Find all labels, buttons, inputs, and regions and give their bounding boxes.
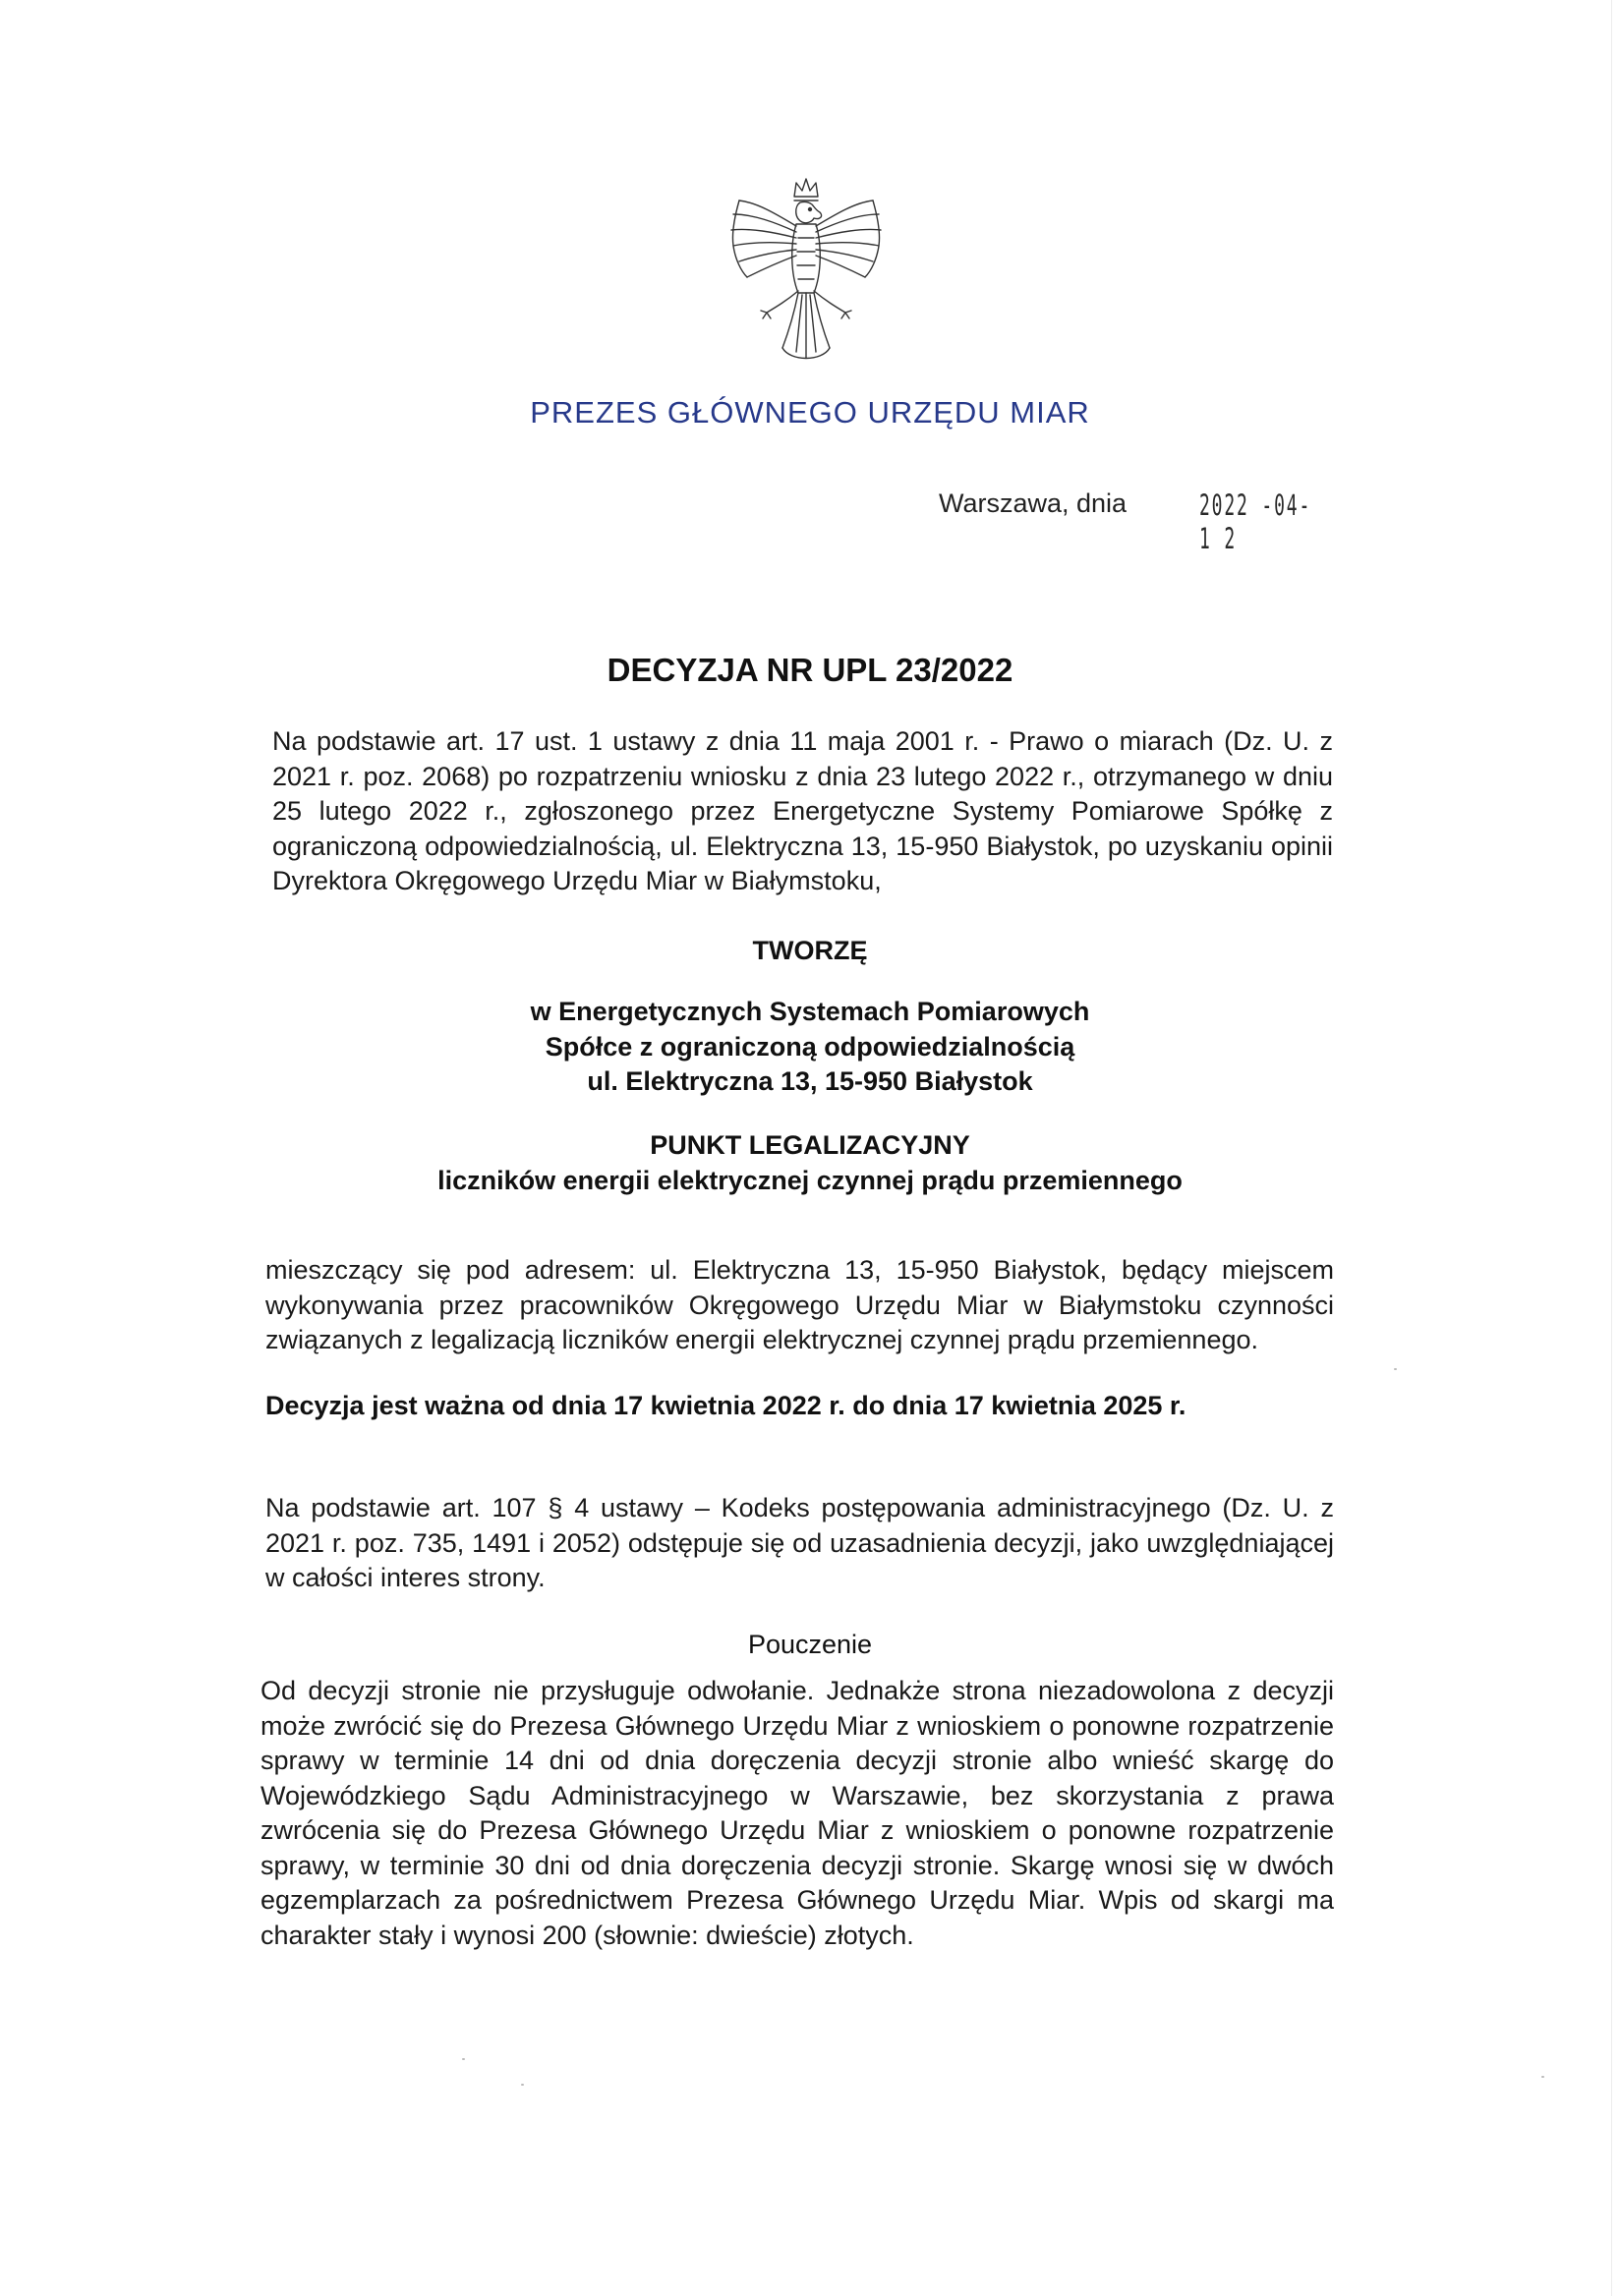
validity-statement: Decyzja jest ważna od dnia 17 kwietnia 2022 r. do dnia 17 kwietnia 2025 r. bbox=[265, 1391, 1186, 1420]
scan-speck bbox=[1394, 1368, 1397, 1370]
location-paragraph: mieszczący się pod adresem: ul. Elektryczna 13, 15-950 Białystok, będący miejscem wykonywania przez pracowników Okręgowego Urzędu Miar w Białymstoku czynności związanych z legalizacją liczników energii elektrycznej czynnej prądu przemiennego. bbox=[265, 1255, 1334, 1354]
company-line: w Energetycznych Systemach Pomiarowych bbox=[530, 997, 1090, 1026]
decision-title: DECYZJA NR UPL 23/2022 bbox=[607, 652, 1013, 688]
date-stamp: 2022 -04- 1 2 bbox=[1199, 488, 1312, 555]
instruction-heading: Pouczenie bbox=[747, 1630, 873, 1659]
instruction-text: Od decyzji stronie nie przysługuje odwołanie. Jednakże strona niezadowolona z decyzji może zwrócić się do Prezesa Głównego Urzędu Miar z wnioskiem o ponowne rozpatrzenie sprawy w terminie 14 dni od dnia doręczenia decyzji stronie albo wnieść skargę do Wojewódzkiego Sądu Administracyjnego w Warszawie, bez skorzystania z prawa zwrócenia się do Prezesa Głównego Urzędu Miar z wnioskiem o ponowne rozpatrzenie sprawy, w terminie 30 dni od dnia doręczenia decyzji stronie. Skargę wnosi się w dwóch egzemplarzach za pośrednictwem Prezesa Głównego Urzędu Miar. Wpis od skargi ma charakter stały i wynosi 200 (słownie: dwieście) złotych. bbox=[260, 1676, 1334, 1950]
place-date bbox=[939, 488, 1312, 555]
white-eagle-emblem-icon bbox=[718, 175, 895, 372]
justification-paragraph: Na podstawie art. 107 § 4 ustawy – Kodeks postępowania administracyjnego (Dz. U. z 2021 r. poz. 735, 1491 i 2052) odstępuje się od uzasadnienia decyzji, jako uwzględniającej w całości interes strony. bbox=[265, 1493, 1334, 1592]
company-block bbox=[0, 995, 1620, 1100]
authority-name: PREZES GŁÓWNEGO URZĘDU MIAR bbox=[530, 395, 1090, 430]
company-line: ul. Elektryczna 13, 15-950 Białystok bbox=[587, 1066, 1033, 1096]
scan-speck bbox=[462, 2058, 465, 2060]
decision-verb: TWORZĘ bbox=[752, 936, 868, 965]
scan-speck bbox=[521, 2084, 524, 2086]
point-title: PUNKT LEGALIZACYJNY bbox=[650, 1130, 970, 1160]
scan-speck bbox=[1541, 2076, 1544, 2078]
point-block bbox=[0, 1128, 1620, 1198]
basis-paragraph: Na podstawie art. 17 ust. 1 ustawy z dnia 11 maja 2001 r. - Prawo o miarach (Dz. U. z 2021 r. poz. 2068) po rozpatrzeniu wniosku z dnia 23 lutego 2022 r., otrzymanego w dniu 25 lutego 2022 r., zgłoszonego przez Energetyczne Systemy Pomiarowe Spółkę z ograniczoną odpowiedzialnością, ul. Elektryczna 13, 15-950 Białystok, po uzyskaniu opinii Dyrektora Okręgowego Urzędu Miar w Białymstoku, bbox=[272, 726, 1333, 895]
place-label: Warszawa, dnia bbox=[939, 488, 1128, 518]
company-line: Spółce z ograniczoną odpowiedzialnością bbox=[545, 1031, 1075, 1062]
point-subtitle: liczników energii elektrycznej czynnej prądu przemiennego bbox=[437, 1165, 1183, 1195]
